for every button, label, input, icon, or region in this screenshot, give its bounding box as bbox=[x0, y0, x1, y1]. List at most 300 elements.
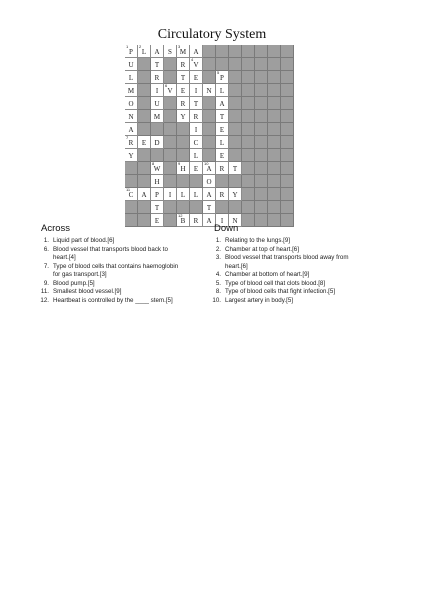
grid-cell bbox=[216, 45, 229, 58]
grid-cell bbox=[203, 136, 216, 149]
grid-letter: T bbox=[193, 100, 199, 108]
clue-text: Liquid part of blood.[6] bbox=[53, 237, 115, 244]
grid-cell bbox=[281, 214, 294, 227]
grid-letter: E bbox=[193, 165, 199, 173]
grid-cell bbox=[268, 58, 281, 71]
grid-cell[interactable] bbox=[138, 136, 151, 149]
clue-number-label: 11. bbox=[40, 288, 49, 295]
clue-number-label: 5. bbox=[215, 279, 221, 287]
grid-cell bbox=[138, 110, 151, 123]
grid-cell[interactable] bbox=[177, 45, 190, 58]
grid-letter: L bbox=[193, 152, 199, 160]
clue-number: 6 bbox=[165, 83, 168, 88]
grid-letter: L bbox=[141, 48, 147, 56]
clue-text: Smallest blood vessel.[9] bbox=[53, 288, 122, 295]
grid-cell bbox=[268, 45, 281, 58]
grid-cell[interactable] bbox=[151, 58, 164, 71]
clue-item bbox=[209, 297, 399, 306]
grid-letter: I bbox=[220, 217, 224, 225]
grid-cell bbox=[138, 175, 151, 188]
grid-letter: A bbox=[193, 48, 199, 56]
grid-cell[interactable] bbox=[151, 110, 164, 123]
clue-text: Type of blood cell that clots blood.[8] bbox=[225, 279, 326, 287]
grid-cell[interactable] bbox=[190, 136, 203, 149]
grid-cell bbox=[242, 188, 255, 201]
clue-text: Chamber at bottom of heart.[9] bbox=[225, 271, 310, 278]
grid-letter: M bbox=[179, 48, 187, 56]
grid-cell bbox=[138, 58, 151, 71]
grid-cell bbox=[255, 201, 268, 214]
grid-letter: E bbox=[180, 87, 186, 95]
clue-item bbox=[209, 246, 399, 255]
grid-cell bbox=[242, 149, 255, 162]
grid-cell bbox=[268, 201, 281, 214]
grid-cell bbox=[255, 123, 268, 136]
grid-cell[interactable] bbox=[177, 188, 190, 201]
grid-cell bbox=[164, 149, 177, 162]
grid-cell bbox=[138, 71, 151, 84]
clue-item bbox=[37, 254, 212, 263]
grid-cell[interactable] bbox=[151, 188, 164, 201]
grid-letter: T bbox=[180, 74, 186, 82]
grid-cell[interactable] bbox=[203, 188, 216, 201]
clue-number-label: 2. bbox=[215, 245, 221, 253]
clue-text: Largest artery in body.[5] bbox=[225, 296, 293, 304]
grid-letter: N bbox=[232, 217, 238, 225]
grid-cell[interactable] bbox=[177, 71, 190, 84]
grid-cell[interactable] bbox=[190, 214, 203, 227]
grid-cell bbox=[125, 214, 138, 227]
grid-cell bbox=[281, 188, 294, 201]
grid-letter: A bbox=[206, 217, 212, 225]
grid-letter: B bbox=[180, 217, 186, 225]
grid-cell bbox=[203, 58, 216, 71]
grid-cell[interactable] bbox=[164, 188, 177, 201]
grid-cell[interactable] bbox=[151, 45, 164, 58]
down-clue-list bbox=[209, 237, 399, 305]
grid-cell bbox=[281, 175, 294, 188]
grid-cell bbox=[255, 71, 268, 84]
grid-letter: O bbox=[128, 100, 134, 108]
grid-letter: Y bbox=[128, 152, 134, 160]
grid-cell bbox=[281, 149, 294, 162]
grid-cell bbox=[255, 162, 268, 175]
grid-cell bbox=[268, 149, 281, 162]
clue-number-label: 12. bbox=[40, 296, 49, 304]
grid-cell[interactable] bbox=[203, 162, 216, 175]
down-heading: Down bbox=[214, 223, 239, 234]
grid-letter: R bbox=[219, 191, 225, 199]
grid-cell[interactable] bbox=[125, 58, 138, 71]
grid-cell bbox=[138, 123, 151, 136]
grid-letter: I bbox=[168, 191, 172, 199]
grid-cell[interactable] bbox=[151, 214, 164, 227]
grid-letter: A bbox=[141, 191, 147, 199]
grid-cell bbox=[203, 123, 216, 136]
grid-cell bbox=[255, 175, 268, 188]
grid-cell[interactable] bbox=[190, 58, 203, 71]
grid-cell bbox=[190, 201, 203, 214]
grid-cell[interactable] bbox=[164, 45, 177, 58]
grid-letter: S bbox=[168, 48, 172, 56]
grid-cell bbox=[281, 110, 294, 123]
grid-cell bbox=[281, 45, 294, 58]
grid-cell[interactable] bbox=[164, 84, 177, 97]
grid-cell bbox=[242, 97, 255, 110]
grid-cell[interactable] bbox=[177, 97, 190, 110]
clue-text: Relating to the lungs.[9] bbox=[225, 237, 291, 244]
grid-cell bbox=[255, 97, 268, 110]
grid-letter: I bbox=[194, 126, 198, 134]
clue-text: heart.[6] bbox=[225, 262, 248, 270]
grid-cell bbox=[229, 97, 242, 110]
clue-number: 12 bbox=[178, 213, 183, 218]
grid-cell bbox=[268, 188, 281, 201]
grid-cell bbox=[255, 149, 268, 162]
grid-cell bbox=[255, 58, 268, 71]
clue-text: heart.[4] bbox=[53, 254, 76, 261]
clue-item bbox=[37, 271, 212, 280]
grid-letter: I bbox=[155, 87, 159, 95]
grid-cell bbox=[216, 201, 229, 214]
grid-cell bbox=[138, 84, 151, 97]
grid-cell bbox=[281, 123, 294, 136]
grid-letter: E bbox=[219, 126, 225, 134]
grid-cell[interactable] bbox=[125, 45, 138, 58]
grid-cell[interactable] bbox=[190, 84, 203, 97]
grid-letter: L bbox=[128, 74, 134, 82]
clue-item bbox=[37, 237, 212, 246]
grid-cell[interactable] bbox=[190, 97, 203, 110]
grid-letter: Y bbox=[232, 191, 238, 199]
grid-cell bbox=[242, 84, 255, 97]
grid-cell[interactable] bbox=[138, 45, 151, 58]
grid-letter: Y bbox=[180, 113, 186, 121]
grid-letter: P bbox=[129, 48, 133, 56]
grid-cell[interactable] bbox=[203, 84, 216, 97]
grid-cell bbox=[164, 123, 177, 136]
grid-cell bbox=[138, 149, 151, 162]
grid-cell bbox=[242, 136, 255, 149]
grid-cell bbox=[281, 162, 294, 175]
grid-cell bbox=[229, 71, 242, 84]
grid-cell[interactable] bbox=[177, 214, 190, 227]
grid-letter: H bbox=[180, 165, 186, 173]
grid-cell[interactable] bbox=[151, 201, 164, 214]
clue-number: 2 bbox=[139, 44, 142, 49]
grid-letter: T bbox=[154, 61, 160, 69]
clue-number: 3 bbox=[178, 44, 181, 49]
grid-cell bbox=[229, 84, 242, 97]
grid-letter: A bbox=[219, 100, 225, 108]
grid-cell bbox=[125, 162, 138, 175]
grid-letter: T bbox=[154, 204, 160, 212]
grid-cell[interactable] bbox=[190, 149, 203, 162]
grid-cell[interactable] bbox=[216, 188, 229, 201]
grid-cell bbox=[229, 110, 242, 123]
crossword-grid bbox=[125, 45, 294, 227]
grid-cell bbox=[164, 214, 177, 227]
grid-letter: E bbox=[193, 74, 199, 82]
grid-cell bbox=[229, 123, 242, 136]
grid-cell[interactable] bbox=[151, 175, 164, 188]
clue-number: 11 bbox=[126, 187, 131, 192]
grid-cell bbox=[164, 162, 177, 175]
grid-cell bbox=[138, 162, 151, 175]
grid-cell[interactable] bbox=[216, 136, 229, 149]
grid-cell[interactable] bbox=[216, 97, 229, 110]
grid-cell bbox=[164, 136, 177, 149]
grid-letter: A bbox=[128, 126, 134, 134]
grid-cell[interactable] bbox=[203, 175, 216, 188]
grid-letter: U bbox=[128, 61, 134, 69]
grid-cell bbox=[268, 71, 281, 84]
clue-item bbox=[37, 263, 212, 272]
clue-text: Blood vessel that transports blood away from bbox=[225, 254, 349, 261]
grid-letter: N bbox=[128, 113, 134, 121]
grid-letter: U bbox=[154, 100, 160, 108]
clue-number-label: 8. bbox=[215, 288, 221, 295]
clue-text: Chamber at top of heart.[6] bbox=[225, 245, 299, 253]
clue-number-label: 1. bbox=[215, 237, 221, 244]
clue-number-label: 4. bbox=[215, 271, 221, 278]
grid-cell[interactable] bbox=[190, 188, 203, 201]
clue-item bbox=[37, 280, 212, 289]
grid-cell bbox=[203, 97, 216, 110]
grid-cell[interactable] bbox=[190, 110, 203, 123]
grid-cell[interactable] bbox=[125, 84, 138, 97]
grid-cell bbox=[125, 201, 138, 214]
grid-cell bbox=[229, 149, 242, 162]
grid-letter: C bbox=[128, 191, 134, 199]
grid-letter: E bbox=[219, 152, 225, 160]
grid-letter: W bbox=[153, 165, 161, 173]
grid-cell bbox=[255, 110, 268, 123]
clue-item bbox=[209, 271, 399, 280]
grid-cell[interactable] bbox=[125, 97, 138, 110]
clue-number: 1 bbox=[126, 44, 129, 49]
grid-cell bbox=[177, 175, 190, 188]
grid-cell[interactable] bbox=[125, 149, 138, 162]
grid-cell bbox=[242, 71, 255, 84]
grid-cell bbox=[281, 71, 294, 84]
clue-number: 9 bbox=[178, 161, 181, 166]
grid-letter: N bbox=[206, 87, 212, 95]
clue-item bbox=[209, 254, 399, 263]
across-heading: Across bbox=[41, 223, 71, 234]
grid-cell[interactable] bbox=[151, 97, 164, 110]
grid-cell bbox=[255, 188, 268, 201]
grid-cell bbox=[164, 175, 177, 188]
grid-cell bbox=[242, 214, 255, 227]
grid-cell[interactable] bbox=[216, 71, 229, 84]
grid-cell bbox=[268, 175, 281, 188]
grid-cell bbox=[190, 175, 203, 188]
grid-cell bbox=[242, 162, 255, 175]
grid-cell bbox=[138, 214, 151, 227]
grid-cell bbox=[281, 58, 294, 71]
clue-text: Heartbeat is controlled by the ____ stem.[5] bbox=[53, 296, 173, 304]
grid-cell[interactable] bbox=[151, 136, 164, 149]
clue-number-label: 3. bbox=[215, 254, 221, 261]
grid-letter: H bbox=[154, 178, 160, 186]
grid-cell[interactable] bbox=[229, 162, 242, 175]
grid-cell bbox=[164, 58, 177, 71]
grid-letter: D bbox=[154, 139, 160, 147]
grid-cell bbox=[138, 97, 151, 110]
clue-number-label: 10. bbox=[212, 296, 221, 304]
clue-text: Type of blood cells that contains haemoglobin bbox=[53, 262, 179, 270]
grid-cell bbox=[229, 175, 242, 188]
grid-cell[interactable] bbox=[125, 136, 138, 149]
grid-cell bbox=[268, 162, 281, 175]
grid-cell bbox=[255, 136, 268, 149]
grid-cell bbox=[255, 45, 268, 58]
grid-cell bbox=[268, 97, 281, 110]
grid-cell bbox=[164, 110, 177, 123]
grid-cell bbox=[242, 123, 255, 136]
grid-cell bbox=[268, 110, 281, 123]
grid-letter: R bbox=[219, 165, 225, 173]
grid-cell[interactable] bbox=[203, 201, 216, 214]
grid-cell bbox=[203, 110, 216, 123]
grid-cell bbox=[138, 201, 151, 214]
grid-letter: A bbox=[154, 48, 160, 56]
across-clue-list bbox=[37, 237, 212, 305]
puzzle-title: Circulatory System bbox=[157, 27, 267, 42]
grid-cell[interactable] bbox=[125, 71, 138, 84]
grid-letter: T bbox=[232, 165, 238, 173]
grid-cell[interactable] bbox=[151, 162, 164, 175]
grid-cell[interactable] bbox=[190, 123, 203, 136]
grid-letter: T bbox=[219, 113, 225, 121]
grid-letter: A bbox=[206, 165, 212, 173]
grid-cell bbox=[255, 84, 268, 97]
grid-cell[interactable] bbox=[177, 162, 190, 175]
clue-item bbox=[37, 297, 212, 306]
grid-cell[interactable] bbox=[190, 71, 203, 84]
grid-cell[interactable] bbox=[177, 58, 190, 71]
grid-cell bbox=[268, 123, 281, 136]
grid-cell bbox=[242, 58, 255, 71]
grid-letter: R bbox=[180, 100, 186, 108]
grid-cell[interactable] bbox=[138, 188, 151, 201]
grid-letter: R bbox=[193, 113, 199, 121]
grid-letter: L bbox=[193, 191, 199, 199]
grid-letter: I bbox=[194, 87, 198, 95]
grid-letter: M bbox=[153, 113, 161, 121]
grid-cell bbox=[281, 97, 294, 110]
grid-letter: P bbox=[155, 191, 159, 199]
clue-text: Blood pump.[5] bbox=[53, 279, 95, 287]
clue-text: Type of blood cells that fight infection.[5] bbox=[225, 288, 336, 295]
grid-letter: C bbox=[193, 139, 199, 147]
clue-text: Blood vessel that transports blood back to bbox=[53, 245, 168, 253]
clue-item bbox=[37, 246, 212, 255]
grid-cell bbox=[229, 201, 242, 214]
grid-letter: R bbox=[128, 139, 134, 147]
grid-letter: E bbox=[141, 139, 147, 147]
clue-number-label: 9. bbox=[43, 279, 49, 287]
grid-cell bbox=[255, 214, 268, 227]
grid-letter: E bbox=[154, 217, 160, 225]
grid-cell bbox=[164, 201, 177, 214]
clue-number: 5 bbox=[217, 70, 220, 75]
grid-cell[interactable] bbox=[216, 162, 229, 175]
grid-letter: V bbox=[193, 61, 199, 69]
clue-number: 4 bbox=[191, 57, 194, 62]
grid-cell bbox=[242, 175, 255, 188]
clue-item bbox=[209, 288, 399, 297]
grid-cell bbox=[177, 123, 190, 136]
grid-cell[interactable] bbox=[177, 110, 190, 123]
grid-cell bbox=[229, 58, 242, 71]
grid-letter: R bbox=[193, 217, 199, 225]
grid-letter: L bbox=[219, 87, 225, 95]
clue-number: 7 bbox=[126, 135, 129, 140]
grid-letter: L bbox=[180, 191, 186, 199]
grid-letter: P bbox=[220, 74, 224, 82]
grid-cell bbox=[177, 136, 190, 149]
grid-cell[interactable] bbox=[125, 188, 138, 201]
grid-cell[interactable] bbox=[177, 84, 190, 97]
clue-number-label: 7. bbox=[43, 262, 49, 270]
clue-number: 10 bbox=[204, 161, 209, 166]
grid-cell[interactable] bbox=[216, 110, 229, 123]
clue-item bbox=[37, 288, 212, 297]
grid-cell bbox=[268, 136, 281, 149]
grid-cell bbox=[281, 136, 294, 149]
grid-letter: M bbox=[127, 87, 135, 95]
grid-cell[interactable] bbox=[229, 188, 242, 201]
clue-item bbox=[209, 280, 399, 289]
clue-item bbox=[209, 237, 399, 246]
grid-cell bbox=[281, 84, 294, 97]
grid-cell[interactable] bbox=[151, 84, 164, 97]
grid-letter: A bbox=[206, 191, 212, 199]
grid-cell bbox=[216, 175, 229, 188]
grid-cell bbox=[281, 201, 294, 214]
grid-letter: O bbox=[206, 178, 212, 186]
grid-cell bbox=[268, 214, 281, 227]
grid-cell[interactable] bbox=[151, 71, 164, 84]
grid-letter: V bbox=[167, 87, 173, 95]
grid-cell[interactable] bbox=[125, 110, 138, 123]
clue-number-label: 6. bbox=[43, 245, 49, 253]
clue-number-label: 1. bbox=[43, 237, 49, 244]
clue-item bbox=[209, 263, 399, 272]
grid-cell[interactable] bbox=[216, 149, 229, 162]
grid-cell[interactable] bbox=[216, 123, 229, 136]
clue-number: 8 bbox=[152, 161, 155, 166]
grid-cell bbox=[203, 45, 216, 58]
grid-cell bbox=[164, 97, 177, 110]
grid-cell bbox=[242, 201, 255, 214]
grid-cell bbox=[268, 84, 281, 97]
grid-letter: R bbox=[154, 74, 160, 82]
grid-cell bbox=[203, 71, 216, 84]
clue-text: for gas transport.[3] bbox=[53, 271, 107, 278]
grid-cell[interactable] bbox=[190, 162, 203, 175]
grid-letter: T bbox=[206, 204, 212, 212]
grid-cell[interactable] bbox=[216, 84, 229, 97]
grid-cell bbox=[229, 136, 242, 149]
grid-cell bbox=[151, 123, 164, 136]
grid-cell bbox=[229, 45, 242, 58]
grid-letter: R bbox=[180, 61, 186, 69]
grid-cell bbox=[242, 45, 255, 58]
grid-letter: L bbox=[219, 139, 225, 147]
